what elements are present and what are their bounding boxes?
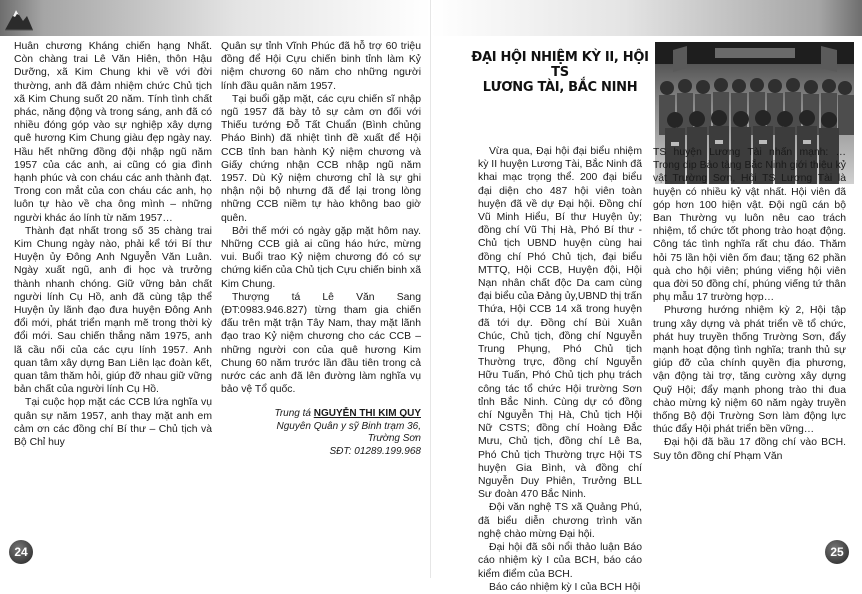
- article-column-1: [14, 40, 212, 449]
- author-phone: SĐT: 01289.199.968: [329, 445, 421, 457]
- paragraph: Bởi thế mới có ngày gặp mặt hôm nay. Những CCB giả ai cũng háo hức, mừng vui. Buổi trao Kỷ niệm chương đó có sự chứng kiến của Chủ tịch Cựu chiến binh xã Kim Chung.: [221, 225, 421, 290]
- paragraph: TS huyện Lương Tài nhấn mạnh: …Trong dịp Bảo tàng Bắc Ninh giới thiệu kỷ vật Trường Sơn, Hội TS Lương Tài là huyện có nhiều kỷ vật nhất. Hội viên đã góp hơn 100 hiện vật. Đội ngũ cán bộ Ban Thường vụ luôn nêu cao trách nhiệm, tổ chức tốt phong trào hoạt động. Công tác tình nghĩa rất chu đáo. Thăm hỏi 75 lần hội viên ốm đau; tặng 62 phần quà cho hội viên; phúng viếng hội viên qua đời 50 đồng chí, phúng viếng tứ thân phụ mẫu 17 trường hợp…: [653, 147, 846, 304]
- paragraph: Báo cáo nhiệm kỳ I của BCH Hội: [489, 581, 641, 593]
- paragraph: Tại cuộc họp mặt các CCB lứa nghĩa vụ quân sự năm 1957, anh thay mặt anh em cảm ơn các đồng chí Bí thư – Chủ tịch và Bộ Chỉ huy: [14, 397, 212, 449]
- paragraph: Phương hướng nhiệm kỳ 2, Hội tập trung xây dựng và phát triển về tổ chức, phát huy truyền thống Trường Sơn, đẩy mạnh hoạt động tình nghĩa; tranh thủ sự giúp đỡ của chính quyền địa phương, vận động tài trợ, tăng cường xây dựng Quỹ Hội; đẩy mạnh phong trào thi đua chào mừng kỷ niệm 60 năm ngày truyền thống Bộ đội Trường Sơn làm động lực thúc đẩy Hội phát triển bền vững…: [653, 305, 846, 436]
- paragraph: Đại hội đã bầu 17 đồng chí vào BCH. Suy tôn đồng chí Phạm Văn: [653, 437, 846, 462]
- article-column-2: [221, 40, 421, 458]
- paragraph: Quân sự tỉnh Vĩnh Phúc đã hỗ trợ 60 triệu đồng để Hội Cựu chiến binh tỉnh làm Kỷ niệm chương 60 năm cho những người lính đầu quân năm 1957.: [221, 41, 421, 92]
- paragraph: Thành đạt nhất trong số 35 chàng trai Kim Chung ngày nào, phải kể tới Bí thư Huyện ủy Đông Anh Nguyễn Văn Luân. Ngày xuất ngũ, anh đi học và trưởng thành nhanh chóng. Giữ vững bản chất người lính Cụ Hồ, anh đã cùng tập thể Huyện ủy lãnh đạo đưa huyện Đông Anh đổi mới, phát triển mạnh mẽ trong thời kỳ đổi mới. Sau chiến thắng năm 1975, anh lã cầu nối của các cựu lính 1957. Anh quan tâm xây dựng Ban Liên lạc đoàn kết, quan tâm thăm hỏi, giúp đỡ nhau giữ vững bản chất của người lính Cụ Hồ.: [14, 225, 212, 396]
- paragraph: Vừa qua, Đại hội đại biểu nhiệm kỳ II huyện Lương Tài, Bắc Ninh đã khai mạc trọng thể. 200 đại biểu đại diện cho 487 hội viên toàn huyện đã về dự Đại hội. Đồng chí Vũ Minh Hiểu, Bí thư Huyện ủy; đồng chí Vũ Thị Hà, Phó Bí thư - Chủ tịch UBND huyện cùng hai đồng chí Phó Chủ tịch, đại biểu MTTQ, Hội CCB, Huyện đội, Hội Nạn nhân chất độc Da cam cùng đại biểu của Đảng ủy,UBND thị trấn Thứa, Hội CCB 14 xã trong huyện đã tới dự. Đồng chí Bùi Xuân Chúc, Chủ tịch, đồng chí Nguyễn Trung Phụng, Phó Chủ tịch Thường trực, đồng chí Nguyễn Hữu Tuấn, Phó Chủ tịch phụ trách công tác tổ chức Hội trường Sơn tỉnh Bắc Ninh. Cùng dự có đồng chí Nguyễn Thị Hà, Chủ tịch Hội Nữ CSTS; đồng chí Hoàng Đắc Mưu, Chủ tịch, đồng chí Lê Ba, Phó Chủ tịch Thường trực Hội TS huyện Gia Bình, và đồng chí Nguyễn Duy Phiên, Trưởng BLL Sư đoàn 470 Bắc Ninh.: [478, 146, 642, 501]
- article-column-3: [478, 145, 642, 594]
- paragraph: Thượng tá Lê Văn Sang (ĐT:0983.946.827) từng tham gia chiến đấu trên mặt trận Tây Nam, thay mặt lãnh đạo trao Kỷ niệm chương cho các CCB – những người con của quê hương Kim Chung 60 năm trước lần đầu tiên trong cả nước các anh đã lên đường làm nghĩa vụ bảo vệ Tổ quốc.: [221, 291, 421, 396]
- left-page: [0, 0, 431, 578]
- author-rank: Trung tá: [274, 408, 311, 420]
- page-number: 24: [9, 540, 33, 564]
- author-title: Nguyên Quân y sỹ Binh trạm 36,: [276, 420, 421, 432]
- title-line: LƯƠNG TÀI, BẮC NINH: [482, 80, 638, 95]
- author-signature: [221, 408, 421, 458]
- author-unit: Trường Sơn: [367, 433, 421, 445]
- header-bar: [0, 0, 431, 36]
- title-line: ĐẠI HỘI NHIỆM KỲ II, HỘI TS: [471, 50, 649, 80]
- paragraph: Đội văn nghệ TS xã Quảng Phú, đã biểu diễn chương trình văn nghệ chào mừng Đại hội.: [478, 502, 642, 540]
- header-bar: [431, 0, 862, 36]
- article-column-4: [653, 146, 846, 463]
- page-number: 25: [825, 540, 849, 564]
- paragraph: Huân chương Kháng chiến hạng Nhất. Còn chàng trai Lê Văn Hiên, thôn Hậu Dưỡng, xã Kim Chung khi về với đời thường, anh đã đảm nhiệm chức Chủ tịch xã Kim Chung suốt 20 năm. Tính tình chất phác, năng động và trong sáng, anh đã có nhiều đóng góp vào sự nghiệp xây dựng quê hương Kim Chung giàu đẹp ngày nay. Hầu hết những đồng đội nhập ngũ năm 1957 của các anh, ai cũng có gia đình hạnh phúc và con cháu các anh thành đạt. Trong con mắt của con cháu các anh, họ luôn tự hào về cha ông mình – những người khác áo lính từ năm 1957…: [14, 41, 212, 224]
- author-name: NGUYỄN THỊ KIM QUY: [313, 408, 421, 420]
- article-title: [470, 50, 650, 95]
- mountain-logo-icon: [4, 4, 34, 32]
- paragraph: Đại hội đã sôi nổi thảo luận Báo cáo nhiệm kỳ I của BCH, báo cáo kiểm điểm của BCH.: [478, 542, 642, 580]
- paragraph: Tại buổi gặp mặt, các cựu chiến sĩ nhập ngũ 1957 đã bày tỏ sự cảm ơn đối với Thiếu tướng Đỗ Tất Chuẩn (Bình chủng Pháo Binh) đã nhiệt tình đề xuất để Hội CCB tỉnh ban hành Kỷ niệm chương và Giấy chứng nhận CCB nhập ngũ năm 1957. Dù Kỷ niệm chương chỉ là sự ghi nhận nội bộ nhưng đã để lại trong lòng những CCB niềm tự hào không bao giờ quên.: [221, 93, 421, 224]
